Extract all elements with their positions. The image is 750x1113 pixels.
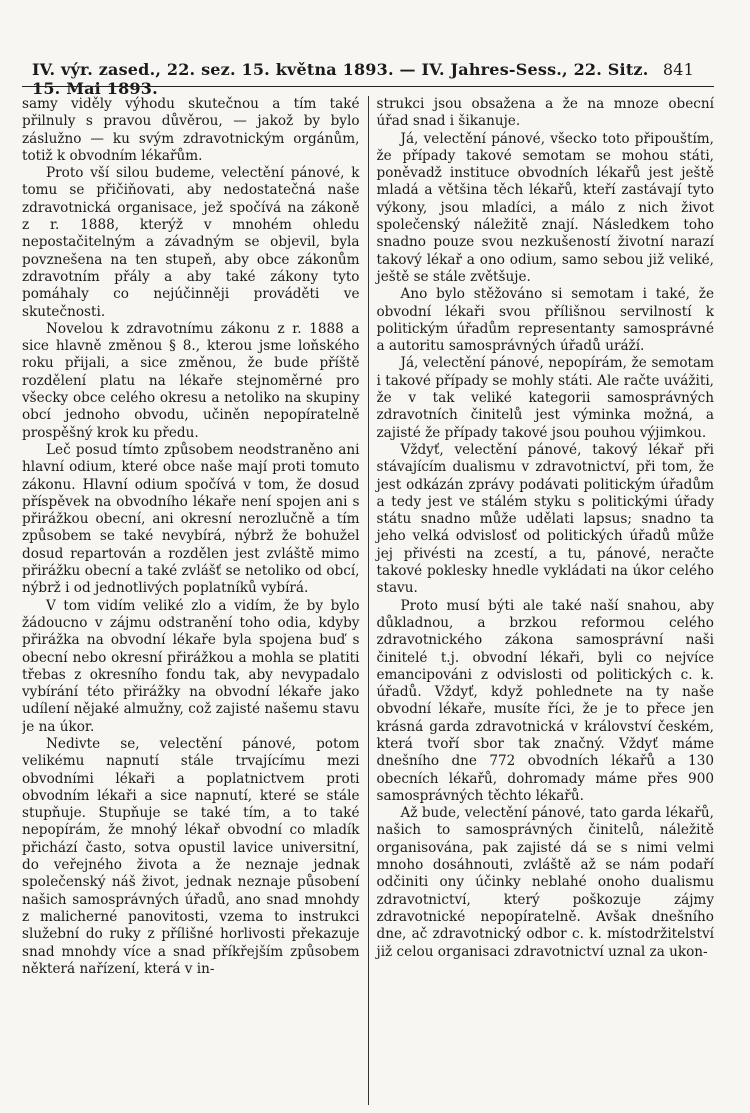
header-rule	[22, 86, 714, 87]
paragraph: V tom vidím veliké zlo a vidím, že by bylo žádoucno v zájmu odstranění toho odia, kdyby přirážka na obvodní lékaře byla spojena buď s obecní nebo okresní přirážkou a mohla se platiti třebas z okresního fondu tak, aby nevypadalo vybírání této přirážky na obvodní lékaře jako udílení nějaké almužny, což zajisté našemu stavu je na úkor.	[22, 597, 360, 735]
paragraph: strukci jsou obsažena a že na mnoze obecní úřad snad i šikanuje.	[376, 96, 714, 130]
left-column	[22, 96, 368, 1105]
right-column	[369, 96, 715, 1105]
paragraph: Já, velectění pánové, nepopírám, že semotam i takové případy se mohly státi. Ale račte uvážiti, že v tak veliké kategorii samosprávných zdravotních činitelů jest výminka možná, a zajisté že případy takové jsou pouhou výjimkou.	[376, 355, 714, 441]
paragraph: Nedivte se, velectění pánové, potom velikému napnutí stále trvajícímu mezi obvodními lékaři a poplatnictvem proti obvodním lékaři a sice napnutí, které se stále stupňuje. Stupňuje se také tím, a to také nepopírám, že mnohý lékař obvodní co mladík přichází často, sotva opustil lavice universitní, do veřejného života a že neznaje jednak společenský náš život, jednak neznaje působení našich samosprávných úřadů, ano snad mnohdy z malicherné panovitosti, vzema to instrukci služební do ruky z přílišné horlivosti překazuje snad mnohdy více a snad příkřejším způsobem některá nařízení, která v in-	[22, 735, 360, 977]
page-header	[32, 60, 694, 98]
session-header: IV. výr. zased., 22. sez. 15. května 1893. — IV. Jahres-Sess., 22. Sitz. 15. Mai 1893.	[32, 60, 649, 98]
paragraph: Já, velectění pánové, všecko toto připouštím, že případy takové semotam se mohou státi, poněvadž instituce obvodních lékařů jest ještě mladá a většina těch lékařů, kteří zastávají tyto výkony, jsou mladíci, a málo z nich život společenský náležitě znají. Následkem toho snadno pouze svou nezkušeností životní narazí takový lékař a ono odium, samo sebou již veliké, ještě se stále zvětšuje.	[376, 130, 714, 285]
paragraph: Proto musí býti ale také naší snahou, aby důkladnou, a brzkou reformou celého zdravotnického zákona samosprávní naši činitelé t.j. obvodní lékaři, byli co nejvíce emancipováni z odvislosti od politických c. k. úřadů. Vždyť, když pohlednete na ty naše obvodní lékaře, musíte říci, že je to přece jen krásná garda zdravotnická v království českém, která tvoří sbor tak značný. Vždyť máme dnešního dne 772 obvodních lékařů a 130 obecních lékařů, dohromady máme přes 900 samosprávných těchto lékařů.	[376, 597, 714, 804]
page-number: 841	[662, 60, 694, 79]
paragraph: samy viděly výhodu skutečnou a tím také přilnuly s pravou důvěrou, — jakož by bylo záslužno — ku svým zdravotnickým orgánům, totiž k obvodním lékařům.	[22, 96, 360, 164]
paragraph: Novelou k zdravotnímu zákonu z r. 1888 a sice hlavně změnou § 8., kterou jsme loňského roku přijali, a sice změnou, že bude příště rozdělení platu na lékaře stejnoměrné pro všecky obce celého okresu a netoliko na skupiny obcí jednoho obvodu, učiněn nepopíratelně prospěšný krok ku předu.	[22, 320, 360, 441]
paragraph: Proto vší silou budeme, velectění pánové, k tomu se přičiňovati, aby nedostatečná naše zdravotnická organisace, jež spočívá na zákoně z r. 1888, kterýž v mnohém ohledu nepostačitelným a závadným se objevil, byla povznešena na ten stupeň, aby obce zákonům zdravotním přály a aby také zákony tyto pomáhaly co nejúčinněji prováděti ve skutečnosti.	[22, 165, 360, 320]
text-columns	[22, 96, 714, 1105]
paragraph: Leč posud tímto způsobem neodstraněno ani hlavní odium, které obce naše mají proti tomuto zákonu. Hlavní odium spočívá v tom, že dosud příspěvek na obvodního lékaře není spojen ani s přirážkou obecní, ani okresní nerozlučně a tím způsobem se také nevybírá, nýbrž že bohužel dosud repartován a rozdělen jest zvláště mimo přirážku obecní a také zvlášť se netoliko od obcí, nýbrž i od jednotlivých poplatníků vybírá.	[22, 441, 360, 597]
paragraph: Ano bylo stěžováno si semotam i také, že obvodní lékaři svou přílišnou servilností k politickým úřadům representanty samosprávné a autoritu samosprávných úřadů uráží.	[376, 286, 714, 355]
paragraph: Vždyť, velectění pánové, takový lékař při stávajícím dualismu v zdravotnictví, při tom, že jest odkázán zprávy podávati politickým úřadům a tedy jest ve stálém styku s politickými úřady státu snadno může udělati lapsus; snadno ta jeho velká odvislosť od politických úřadů může jej přivésti na zcestí, a tu, pánové, neračte takové poklesky hnedle vykládati na úkor celého stavu.	[376, 441, 714, 597]
paragraph: Až bude, velectění pánové, tato garda lékařů, našich to samosprávných činitelů, náležitě organisována, pak zajisté dá se s nimi velmi mnoho dosáhnouti, zvláště až se nám podaří odčiniti ony účinky neblahé onoho dualismu zdravotnictví, který poškozuje zájmy zdravotnické nepopíratelně. Avšak dnešního dne, ač zdravotnický odbor c. k. místodržitelství již celou organisaci zdravotnictví uznal za ukon-	[376, 805, 714, 960]
